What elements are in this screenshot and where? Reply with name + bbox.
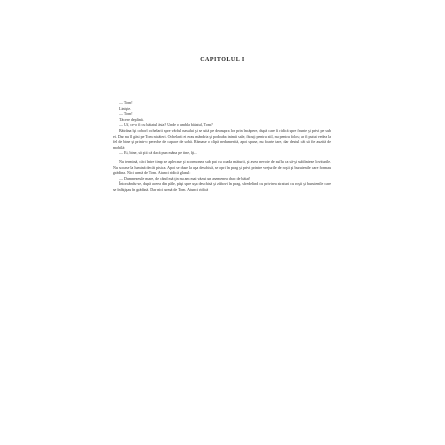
paragraph: Tăcere deplină.: [119, 116, 144, 122]
paragraph: — Tom!: [119, 111, 133, 117]
chapter-title: CAPITOLUL I: [200, 57, 245, 63]
paragraph: Linişte.: [119, 105, 132, 111]
paragraph: Bătrâna îşi coborî ochelarii spre vârful nasului şi se uită pe deasupra lor prin încăpere, după care îi ridică spre frunte şi privi pe sub ei. Dar nu îl găsi pe Tom nicăieri. Ochelarii ei erau mândria şi podoaba inimii sale, făcuţi pentru stil, nu pentru folos; ar fi putut vedea la fel de bine şi printr-o pereche de capace de sobă. Rămase o clipă nedumerită, apoi spuse, nu foarte tare, dar destul cât să fie auzită de mobilă:: [113, 127, 331, 150]
paragraph: — Dumnezeule mare, de când mă ţin nu am mai văzut un asemenea drac de băiat!: [119, 175, 251, 181]
paragraph: — Uf, ce-o fi cu băiatul ăsta? Unde o umbla băiatul, Tom?: [119, 122, 213, 128]
paragraph: — Ei, bine, să ştii că dacă pun mâna pe tine, îţi...: [119, 150, 198, 156]
paragraph: Nu termină, căci între timp se aplecase şi scormonea sub pat cu coada măturii, şi avea nevoie de suflu ca să-şi sublinieze loviturile. Nu scoase la lumină decât pisica. Apoi se duse la uşa deschisă, se opri în prag şi privi printre vrejurile de roşii şi buruienile care formau grădina. Nici urmă de Tom. Atunci ridică glasul:: [113, 158, 331, 176]
paragraph: Întorcându-se, după aceea din pâle, păşi spre uşa deschisă şi zăbovi în prag, sfredelind cu privirea straturi cu roşii şi buruienile care se înfăţişau în grădină. Dar nici urmă de Tom. Atunci ridică: [113, 181, 331, 192]
paragraph: — Tom!: [119, 100, 133, 105]
chapter-text: [113, 100, 331, 193]
